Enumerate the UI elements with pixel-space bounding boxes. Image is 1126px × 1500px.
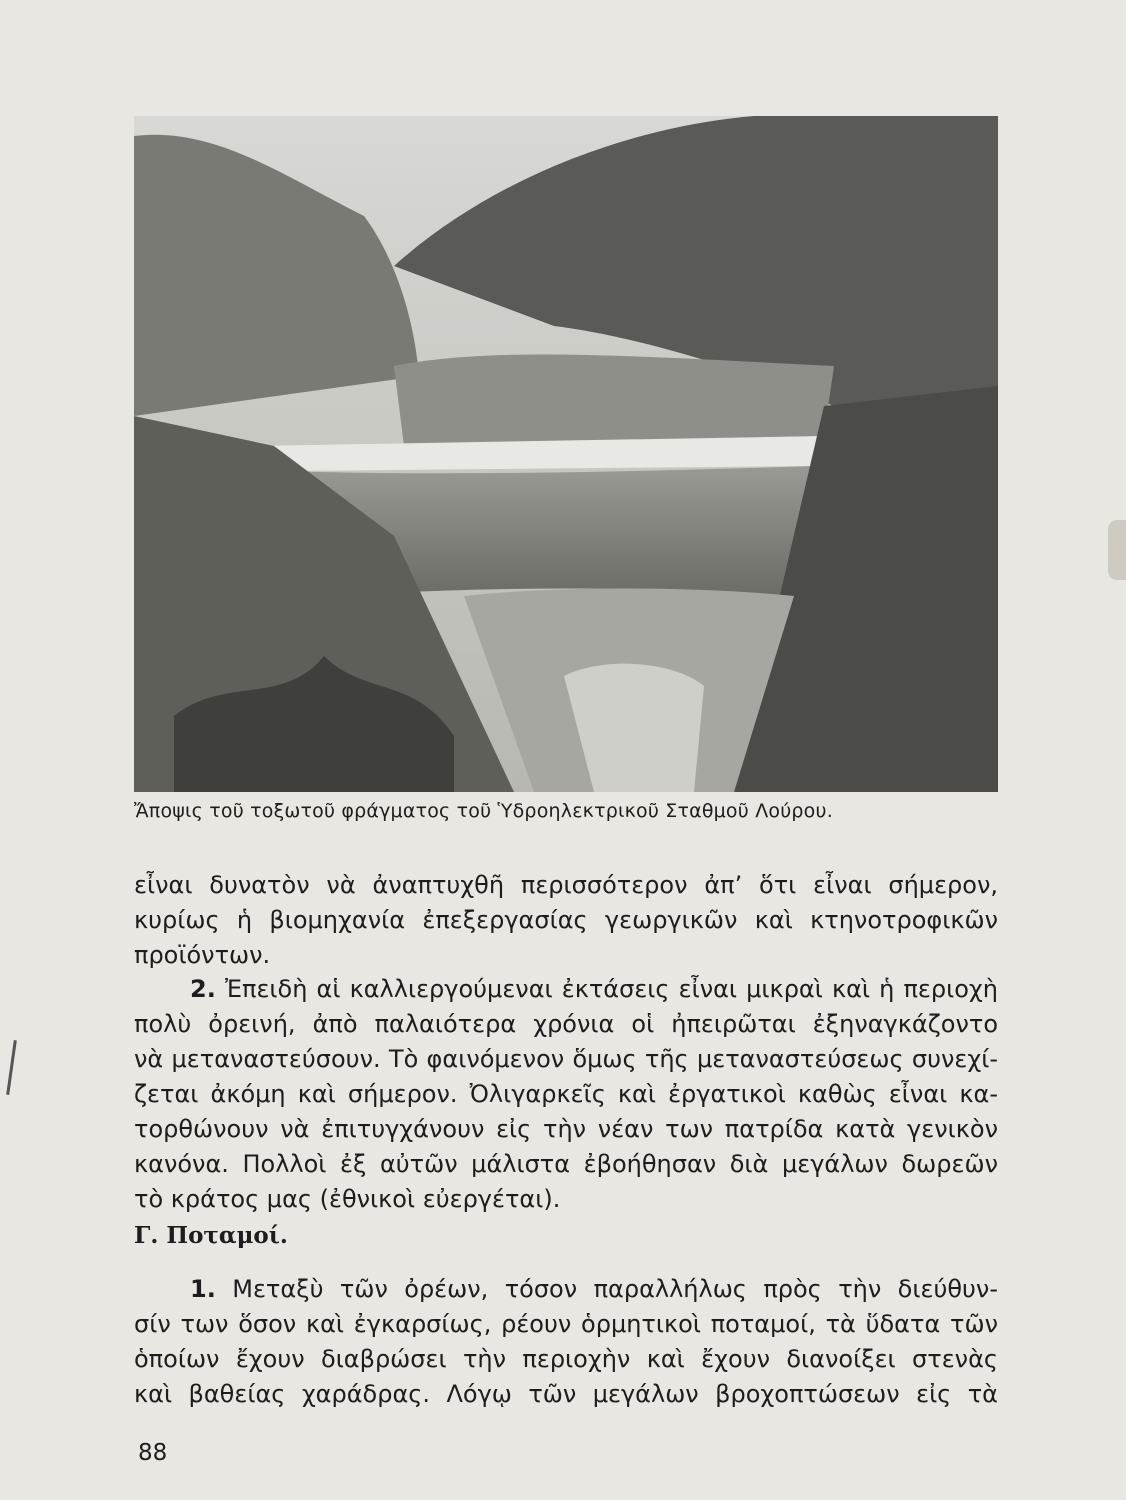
- paragraph-rivers: [134, 1272, 998, 1412]
- text-line: κυρίως ἡ βιομηχανία ἐπεξεργασίας γεωργικῶν καὶ κτηνοτροφικῶν: [134, 906, 998, 934]
- text-line: ὁποίων ἔχουν διαβρώσει τὴν περιοχὴν καὶ ἔχουν διανοίξει στενὰς: [134, 1345, 998, 1373]
- paragraph-first-line: Ἐπειδὴ αἱ καλλιεργούμεναι ἐκτάσεις εἶναι μικραὶ καὶ ἡ περιοχὴ: [224, 975, 998, 1003]
- margin-pencil-mark: [6, 1040, 17, 1095]
- text-line: τὸ κράτος μας (ἐθνικοὶ εὐεργέται).: [134, 1185, 561, 1213]
- reservoir: [394, 354, 834, 446]
- text-line: καὶ βαθείας χαράδρας. Λόγῳ τῶν μεγάλων βροχοπτώσεων εἰς τὰ: [134, 1380, 998, 1408]
- page-number: 88: [138, 1440, 168, 1466]
- paragraph-continuation: [134, 868, 998, 973]
- dam-photograph: [134, 116, 998, 792]
- text-line: ζεται ἀκόμη καὶ σήμερον. Ὀλιγαρκεῖς καὶ ἐργατικοὶ καθὼς εἶναι κα-: [134, 1080, 998, 1108]
- paragraph-first-line: Μεταξὺ τῶν ὀρέων, τόσον παραλλήλως πρὸς τὴν διεύθυν-: [232, 1275, 998, 1303]
- text-line: σίν των ὅσον καὶ ἐγκαρσίως, ρέουν ὁρμητικοὶ ποταμοί, τὰ ὕδατα τῶν: [134, 1310, 998, 1338]
- section-heading: Γ. Ποταμοί.: [134, 1222, 288, 1249]
- photo-caption: Ἄποψις τοῦ τοξωτοῦ φράγματος τοῦ Ὑδροηλεκτρικοῦ Σταθμοῦ Λούρου.: [134, 800, 833, 822]
- text-line: προϊόντων.: [134, 941, 271, 969]
- text-line: κανόνα. Πολλοὶ ἐξ αὐτῶν μάλιστα ἐβοήθησαν διὰ μεγάλων δωρεῶν: [134, 1150, 998, 1178]
- text-line: [134, 972, 998, 1007]
- paragraph-number: 2.: [190, 975, 216, 1003]
- page-edge-shadow: [1108, 520, 1126, 580]
- text-line: τορθώνουν νὰ ἐπιτυγχάνουν εἰς τὴν νέαν των πατρίδα κατὰ γενικὸν: [134, 1115, 998, 1143]
- text-line: νὰ μεταναστεύσουν. Τὸ φαινόμενον ὅμως τῆς μεταναστεύσεως συνεχί-: [134, 1045, 998, 1073]
- text-line: πολὺ ὀρεινή, ἀπὸ παλαιότερα χρόνια οἱ ἠπειρῶται ἐξηναγκάζοντο: [134, 1010, 998, 1038]
- paragraph-number: 1.: [190, 1275, 216, 1303]
- text-line: εἶναι δυνατὸν νὰ ἀναπτυχθῆ περισσότερον ἀπ’ ὅτι εἶναι σήμερον,: [134, 871, 998, 899]
- paragraph-emigration: [134, 972, 998, 1217]
- text-line: [134, 1272, 998, 1307]
